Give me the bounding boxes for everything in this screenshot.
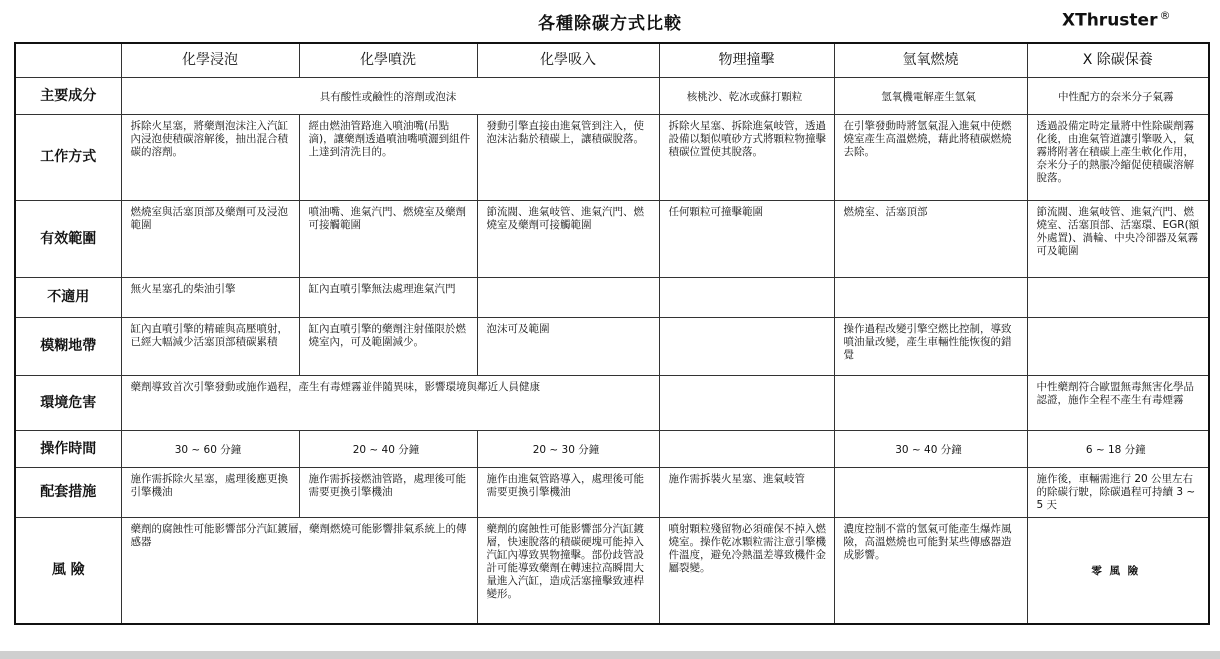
table-cell: 氫氧機電解產生氫氣 — [834, 78, 1027, 115]
table-cell: 任何顆粒可撞擊範圍 — [659, 201, 834, 278]
table-cell: 20 ~ 30 分鐘 — [477, 431, 659, 468]
row-risk — [15, 518, 1209, 624]
table-cell — [834, 376, 1027, 431]
table-cell: 拆除火星塞，將藥劑泡沫注入汽缸內浸泡使積碳溶解後，抽出混合積碳的溶劑。 — [121, 115, 299, 201]
corner-cell — [15, 43, 121, 78]
table-cell: 無火星塞孔的柴油引擎 — [121, 278, 299, 318]
column-header-intake: 化學吸入 — [477, 43, 659, 78]
table-cell: 缸內直噴引擎無法處理進氣汽門 — [299, 278, 477, 318]
row-label: 環境危害 — [15, 376, 121, 431]
table-cell: 施作由進氣管路導入，處理後可能需要更換引擎機油 — [477, 468, 659, 518]
table-cell — [477, 278, 659, 318]
row-label: 風 險 — [15, 518, 121, 624]
table-cell: 中性藥劑符合歐盟無毒無害化學品認證，施作全程不產生有毒煙霧 — [1027, 376, 1209, 431]
column-header-hydrogen: 氫氧燃燒 — [834, 43, 1027, 78]
row-label: 操作時間 — [15, 431, 121, 468]
table-cell: 泡沫可及範圍 — [477, 318, 659, 376]
row-range — [15, 201, 1209, 278]
table-cell — [659, 318, 834, 376]
column-header-spray: 化學噴洗 — [299, 43, 477, 78]
table-cell: 藥劑導致首次引擎發動或施作過程，產生有毒煙霧並伴隨異味，影響環境與鄰近人員健康 — [121, 376, 659, 431]
table-cell: 拆除火星塞、拆除進氣岐管，透過設備以類似噴砂方式將顆粒物撞擊積碳位置使其脫落。 — [659, 115, 834, 201]
table-cell: 噴射顆粒殘留物必須確保不掉入燃燒室。操作乾冰顆粒需注意引擎機件溫度，避免冷熱溫差導致機件金屬裂變。 — [659, 518, 834, 624]
table-cell — [1027, 278, 1209, 318]
row-not-applicable — [15, 278, 1209, 318]
row-environment — [15, 376, 1209, 431]
table-cell: 30 ~ 40 分鐘 — [834, 431, 1027, 468]
table-cell: 6 ~ 18 分鐘 — [1027, 431, 1209, 468]
row-label: 配套措施 — [15, 468, 121, 518]
table-cell: 發動引擎直接由進氣管到注入，使泡沫沾黏於積碳上，讓積碳脫落。 — [477, 115, 659, 201]
table-cell: 藥劑的腐蝕性可能影響部分汽缸鍍層，藥劑燃燒可能影響排氣系統上的傳感器 — [121, 518, 477, 624]
table-cell: 核桃沙、乾冰或蘇打顆粒 — [659, 78, 834, 115]
row-label: 模糊地帶 — [15, 318, 121, 376]
table-cell: 藥劑的腐蝕性可能影響部分汽缸鍍層，快速脫落的積碳硬塊可能掉入汽缸內導致異物撞擊。部份歧管設計可能導致藥劑在轉速拉高瞬間大量進入汽缸，造成活塞撞擊致連桿變形。 — [477, 518, 659, 624]
row-label: 不適用 — [15, 278, 121, 318]
table-cell: 零 風 險 — [1027, 518, 1209, 624]
table-cell: 缸內直噴引擎的藥劑注射僅限於燃燒室內，可及範圍減少。 — [299, 318, 477, 376]
table-cell: 20 ~ 40 分鐘 — [299, 431, 477, 468]
table-cell: 操作過程改變引擎空燃比控制，導致噴油量改變，產生車輛性能恢復的錯覺 — [834, 318, 1027, 376]
table-cell: 施作需拆裝火星塞、進氣岐管 — [659, 468, 834, 518]
row-time — [15, 431, 1209, 468]
table-cell: 施作需拆除火星塞，處理後應更換引擎機油 — [121, 468, 299, 518]
table-cell: 節流閥、進氣岐管、進氣汽門、燃燒室及藥劑可接觸範圍 — [477, 201, 659, 278]
table-cell — [659, 431, 834, 468]
table-cell — [834, 278, 1027, 318]
page-title: 各種除碳方式比較 — [538, 14, 682, 34]
row-main-ingredient — [15, 78, 1209, 115]
row-measures — [15, 468, 1209, 518]
table-cell: 燃燒室、活塞頂部 — [834, 201, 1027, 278]
table-cell: 缸內直噴引擎的精確與高壓噴射，已經大幅減少活塞頂部積碳累積 — [121, 318, 299, 376]
column-header-soak: 化學浸泡 — [121, 43, 299, 78]
table-cell: 施作需拆接燃油管路，處理後可能需要更換引擎機油 — [299, 468, 477, 518]
table-cell — [834, 468, 1027, 518]
row-method — [15, 115, 1209, 201]
brand-logo — [1062, 9, 1170, 31]
table-cell: 在引擎發動時將氫氣混入進氣中使燃燒室產生高溫燃燒，藉此將積碳燃燒去除。 — [834, 115, 1027, 201]
table-cell: 經由燃油管路進入噴油嘴(吊點滴)，讓藥劑透過噴油嘴噴灑到組件上達到清洗目的。 — [299, 115, 477, 201]
row-gray-zone — [15, 318, 1209, 376]
table-cell: 中性配方的奈米分子氣霧 — [1027, 78, 1209, 115]
registered-mark: ® — [1159, 9, 1171, 22]
table-cell: 節流閥、進氣岐管、進氣汽門、燃燒室、活塞頂部、活塞環、EGR(額外處置)、渦輪、中央冷卻器及氣霧可及範圍 — [1027, 201, 1209, 278]
column-header-physical: 物理撞擊 — [659, 43, 834, 78]
table-cell: 30 ~ 60 分鐘 — [121, 431, 299, 468]
row-label: 主要成分 — [15, 78, 121, 115]
footer-bar — [0, 651, 1220, 659]
table-cell: 施作後，車輛需進行 20 公里左右的除碳行駛，除碳過程可持續 3 ~ 5 天 — [1027, 468, 1209, 518]
header-row — [15, 43, 1209, 78]
table-cell — [659, 376, 834, 431]
table-cell — [1027, 318, 1209, 376]
table-cell: 噴油嘴、進氣汽門、燃燒室及藥劑可接觸範圍 — [299, 201, 477, 278]
brand-name: XThruster — [1062, 10, 1158, 31]
table-cell — [659, 278, 834, 318]
row-label: 有效範圍 — [15, 201, 121, 278]
row-label: 工作方式 — [15, 115, 121, 201]
column-header-x: X 除碳保養 — [1027, 43, 1209, 78]
comparison-table — [14, 42, 1210, 625]
table-cell: 具有酸性或鹼性的溶劑或泡沫 — [121, 78, 659, 115]
table-cell: 透過設備定時定量將中性除碳劑霧化後，由進氣管道讓引擎吸入，氣霧將附著在積碳上產生軟化作用，奈米分子的熱脹冷縮促使積碳溶解脫落。 — [1027, 115, 1209, 201]
table-cell: 燃燒室與活塞頂部及藥劑可及浸泡範圍 — [121, 201, 299, 278]
table-cell: 濃度控制不當的氫氣可能產生爆炸風險，高溫燃燒也可能對某些傳感器造成影響。 — [834, 518, 1027, 624]
